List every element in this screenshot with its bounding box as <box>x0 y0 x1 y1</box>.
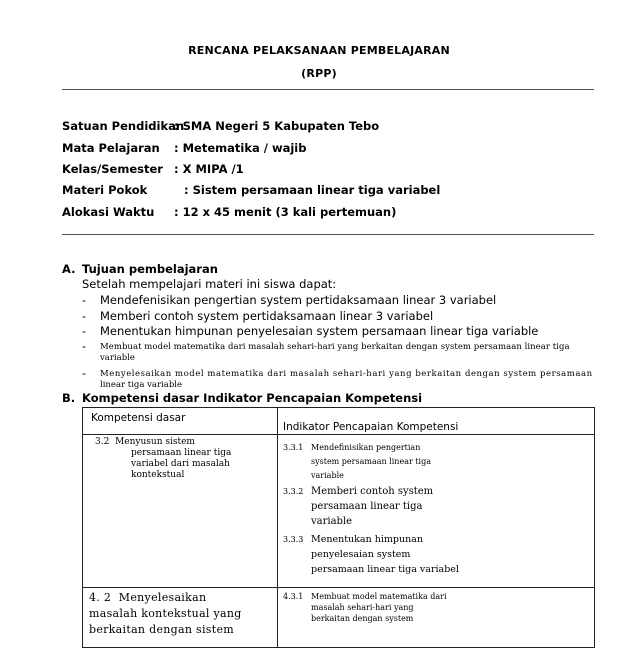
indicator-text: Membuat model matematika dari <box>311 592 447 601</box>
objective-item-small-cont: linear tiga variable <box>100 380 183 390</box>
indicator-number: 3.3.2 <box>283 487 304 496</box>
objective-item-small: Menyelesaikan model matematika dari masalah sehari-hari yang berkaitan dengan system persamaan <box>100 369 593 379</box>
list-bullet: - <box>82 309 87 323</box>
section-a-letter: A. <box>62 262 76 276</box>
identity-divider <box>62 234 594 235</box>
table-header-cell <box>278 408 595 435</box>
indicator-text: system persamaan linear tiga <box>311 457 431 466</box>
objective-item: Menentukan himpunan penyelesaian system persamaan linear tiga variable <box>100 324 539 338</box>
indicator-text: Menentukan himpunan <box>311 534 423 545</box>
table-cell-kd <box>83 435 278 588</box>
competency-table <box>82 407 595 648</box>
table-cell-indicators <box>278 435 595 588</box>
kd-entry <box>83 435 277 481</box>
objective-item: Memberi contoh system pertidaksamaan linear 3 variabel <box>100 309 434 323</box>
list-bullet: - <box>82 339 87 353</box>
list-bullet: - <box>82 293 87 307</box>
section-b-title: Kompetensi dasar Indikator Pencapaian Kompetensi <box>82 391 423 405</box>
identity-label: Mata Pelajaran <box>62 141 160 155</box>
kd-text: masalah kontekstual yang <box>89 607 242 620</box>
indicator-text: penyelesaian system <box>311 549 411 560</box>
table-header-cell <box>83 408 278 435</box>
document-subtitle: (RPP) <box>301 67 337 80</box>
identity-value: : Sistem persamaan linear tiga variabel <box>184 183 441 197</box>
indicator-entry <box>278 588 594 624</box>
identity-label: Satuan Pendidikan <box>62 119 185 133</box>
indicator-text: Mendefinisikan pengertian <box>311 443 421 452</box>
kd-text: variabel dari masalah <box>131 459 230 469</box>
list-bullet: - <box>82 324 87 338</box>
indicator-text: Memberi contoh system <box>311 486 434 497</box>
indicator-entry <box>283 532 594 577</box>
indicator-entry <box>283 484 594 529</box>
table-cell-kd <box>83 588 278 648</box>
indicator-number: 3.3.3 <box>283 535 304 544</box>
kd-number: 3.2 <box>95 437 110 447</box>
indicator-text: persamaan linear tiga variabel <box>311 564 459 575</box>
kd-text: persamaan linear tiga <box>131 448 232 458</box>
identity-value: : Metematika / wajib <box>174 141 307 155</box>
section-a-intro: Setelah mempelajari materi ini siswa dapat: <box>82 277 337 291</box>
indicator-text: persamaan linear tiga <box>311 501 423 512</box>
indicator-text: masalah sehari-hari yang <box>311 603 414 612</box>
kd-text: berkaitan dengan sistem <box>89 623 234 636</box>
identity-value: : X MIPA /1 <box>174 162 244 176</box>
identity-value: : SMA Negeri 5 Kabupaten Tebo <box>174 119 380 133</box>
identity-label: Kelas/Semester <box>62 162 163 176</box>
indicator-number: 4.3.1 <box>283 592 304 601</box>
indicator-number: 3.3.1 <box>283 443 304 452</box>
header-divider <box>62 89 594 90</box>
kd-text: kontekstual <box>131 470 185 480</box>
identity-label: Alokasi Waktu <box>62 205 155 219</box>
identity-value: : 12 x 45 menit (3 kali pertemuan) <box>174 205 397 219</box>
kd-text: Menyelesaikan <box>118 591 207 604</box>
table-cell-indicators <box>278 588 595 648</box>
header-indikator: Indikator Pencapaian Kompetensi <box>283 421 459 433</box>
indicator-text: berkaitan dengan system <box>311 614 414 623</box>
identity-label: Materi Pokok <box>62 183 148 197</box>
objective-item: Mendefenisikan pengertian system pertidaksamaan linear 3 variabel <box>100 293 497 307</box>
kd-text: Menyusun sistem <box>115 437 195 447</box>
indicator-text: variable <box>311 516 353 527</box>
document-title: RENCANA PELAKSANAAN PEMBELAJARAN <box>188 44 450 57</box>
section-a-title: Tujuan pembelajaran <box>82 262 218 276</box>
indicator-entry <box>283 441 594 483</box>
objective-item-small-cont: variable <box>100 353 135 363</box>
kd-number: 4. 2 <box>89 591 112 604</box>
header-kd: Kompetensi dasar <box>91 412 186 424</box>
indicator-text: variable <box>311 471 344 480</box>
objective-item-small: Membuat model matematika dari masalah sehari-hari yang berkaitan dengan system persamaan linear tiga <box>100 342 570 352</box>
list-bullet: - <box>82 366 87 380</box>
section-b-letter: B. <box>62 391 76 405</box>
kd-entry <box>83 588 277 638</box>
